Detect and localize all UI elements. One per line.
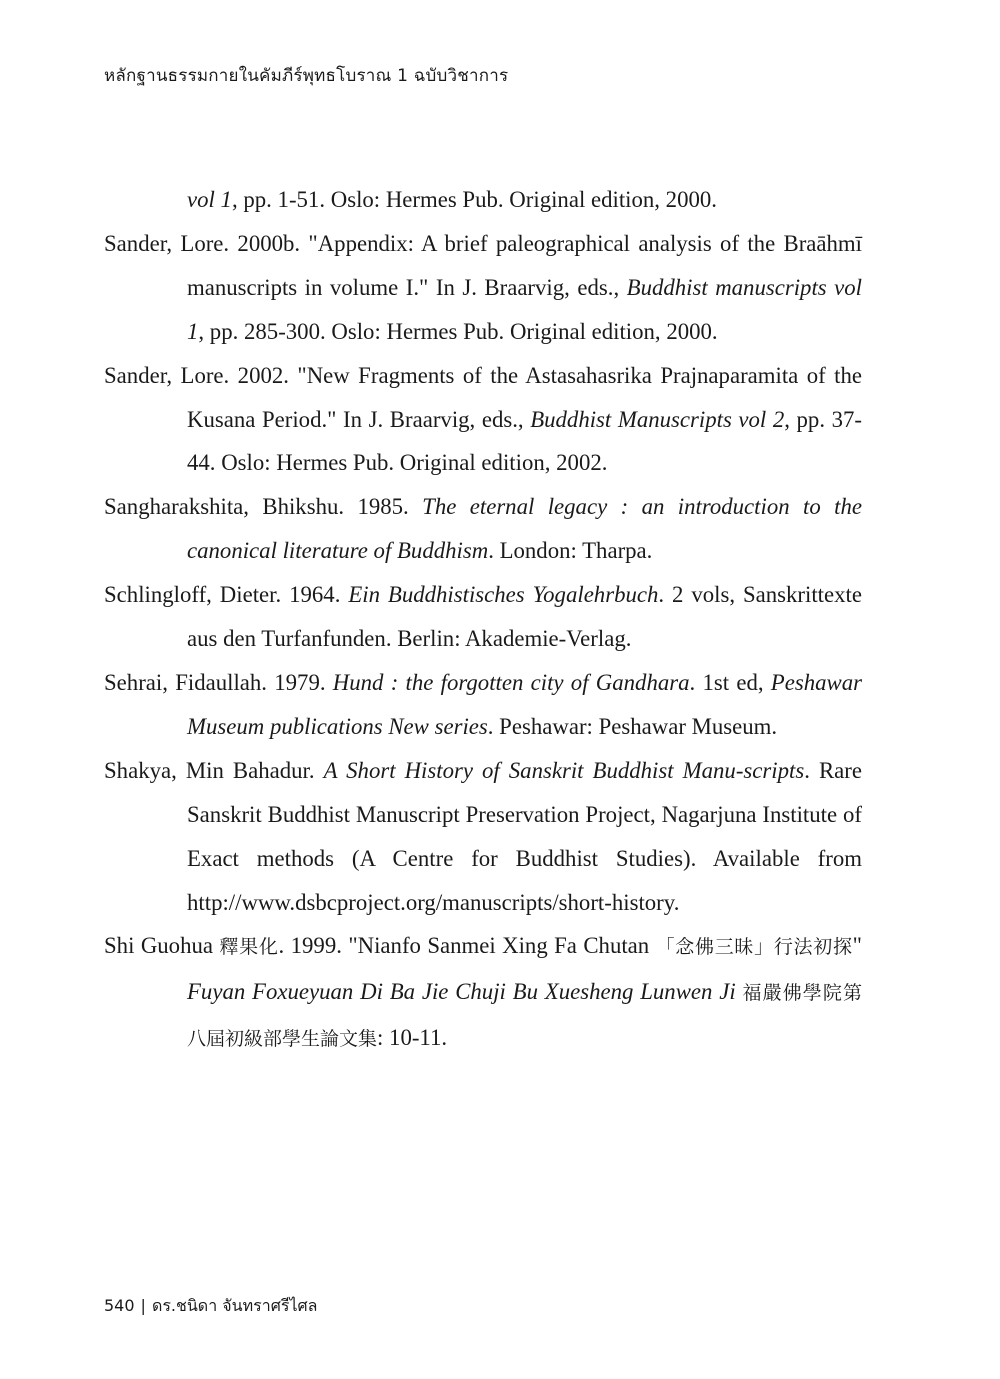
reference-title-italic: Buddhist manuscripts vol 1 (187, 274, 862, 344)
reference-entry (104, 661, 862, 749)
reference-title-italic: A Short History of Sanskrit Buddhist Manu-scripts (323, 757, 805, 783)
reference-cjk-text: 福嚴佛學院第八屆初級部學生論文集 (187, 982, 863, 1051)
reference-entry (104, 222, 862, 354)
footer-separator: | (140, 1296, 146, 1315)
reference-text: . Rare Sanskrit Buddhist Manuscript Preservation Project, Nagarjuna Institute of Exact methods (A Centre for Buddhist Studies). Available from http://www.dsbcproject.org/manuscripts/short-history. (187, 757, 862, 915)
reference-title-italic: Buddhist Manuscripts vol 2 (530, 406, 785, 432)
bibliography-list (104, 178, 862, 1062)
reference-text: Schlingloff, Dieter. 1964. (104, 582, 349, 608)
reference-text: . 1st ed, (689, 669, 771, 695)
reference-title-italic: Hund : the forgotten city of Gandhara (332, 669, 690, 695)
reference-text: . 2 vols, Sanskrittexte aus den Turfanfunden. Berlin: Akademie-Verlag. (187, 582, 862, 652)
reference-cjk-text: 「念佛三昧」行法初探 (655, 936, 853, 959)
page-number: 540 (104, 1296, 135, 1315)
reference-entry-continued (104, 178, 862, 222)
reference-text: . London: Tharpa. (488, 538, 653, 564)
reference-text: , pp. 285-300. Oslo: Hermes Pub. Original edition, 2000. (198, 318, 718, 344)
footer-author: ดร.ชนิดา จันทราศรีไศล (151, 1296, 318, 1315)
reference-text: Shakya, Min Bahadur. (104, 757, 324, 783)
reference-title-italic: Fuyan Foxueyuan Di Ba Jie Chuji Bu Xuesheng Lunwen Ji (187, 979, 736, 1005)
reference-text: : 10-11. (377, 1025, 448, 1051)
reference-entry (104, 485, 862, 573)
reference-entry (104, 573, 862, 661)
reference-title-italic: Peshawar Museum publications New series (187, 669, 862, 739)
reference-title-italic: The eternal legacy : an introduction to the canonical literature of Buddhism (187, 494, 862, 564)
reference-text: Sehrai, Fidaullah. 1979. (104, 669, 333, 695)
reference-entry (104, 354, 862, 486)
reference-title-italic: Ein Buddhistisches Yogalehrbuch (348, 582, 659, 608)
reference-text: , pp. 37-44. Oslo: Hermes Pub. Original edition, 2002. (187, 406, 863, 476)
reference-text: , pp. 1-51. Oslo: Hermes Pub. Original edition, 2000. (231, 187, 717, 212)
reference-text: . 1999. "Nianfo Sanmei Xing Fa Chutan (278, 933, 656, 959)
reference-text: Sander, Lore. 2000b. "Appendix: A brief paleographical analysis of the Braāhmī manuscripts in volume I." In J. Braarvig, eds., (104, 230, 862, 300)
reference-text (736, 979, 743, 1004)
reference-title-italic: vol 1 (187, 187, 232, 212)
reference-cjk-text: 釋果化 (219, 936, 279, 959)
reference-text: " (852, 933, 862, 959)
reference-entry (104, 749, 862, 925)
reference-entry (104, 924, 862, 1062)
reference-text: Sander, Lore. 2002. "New Fragments of the Astasahasrika Prajnaparamita of the Kusana Period." In J. Braarvig, eds., (104, 362, 862, 432)
page-footer (104, 1294, 317, 1319)
reference-text: Sangharakshita, Bhikshu. 1985. (104, 494, 423, 520)
reference-text: . Peshawar: Peshawar Museum. (487, 713, 778, 739)
running-header-title: หลักฐานธรรมกายในคัมภีร์พุทธโบราณ 1 ฉบับวิชาการ (104, 66, 509, 86)
reference-text: Shi Guohua (104, 933, 220, 959)
